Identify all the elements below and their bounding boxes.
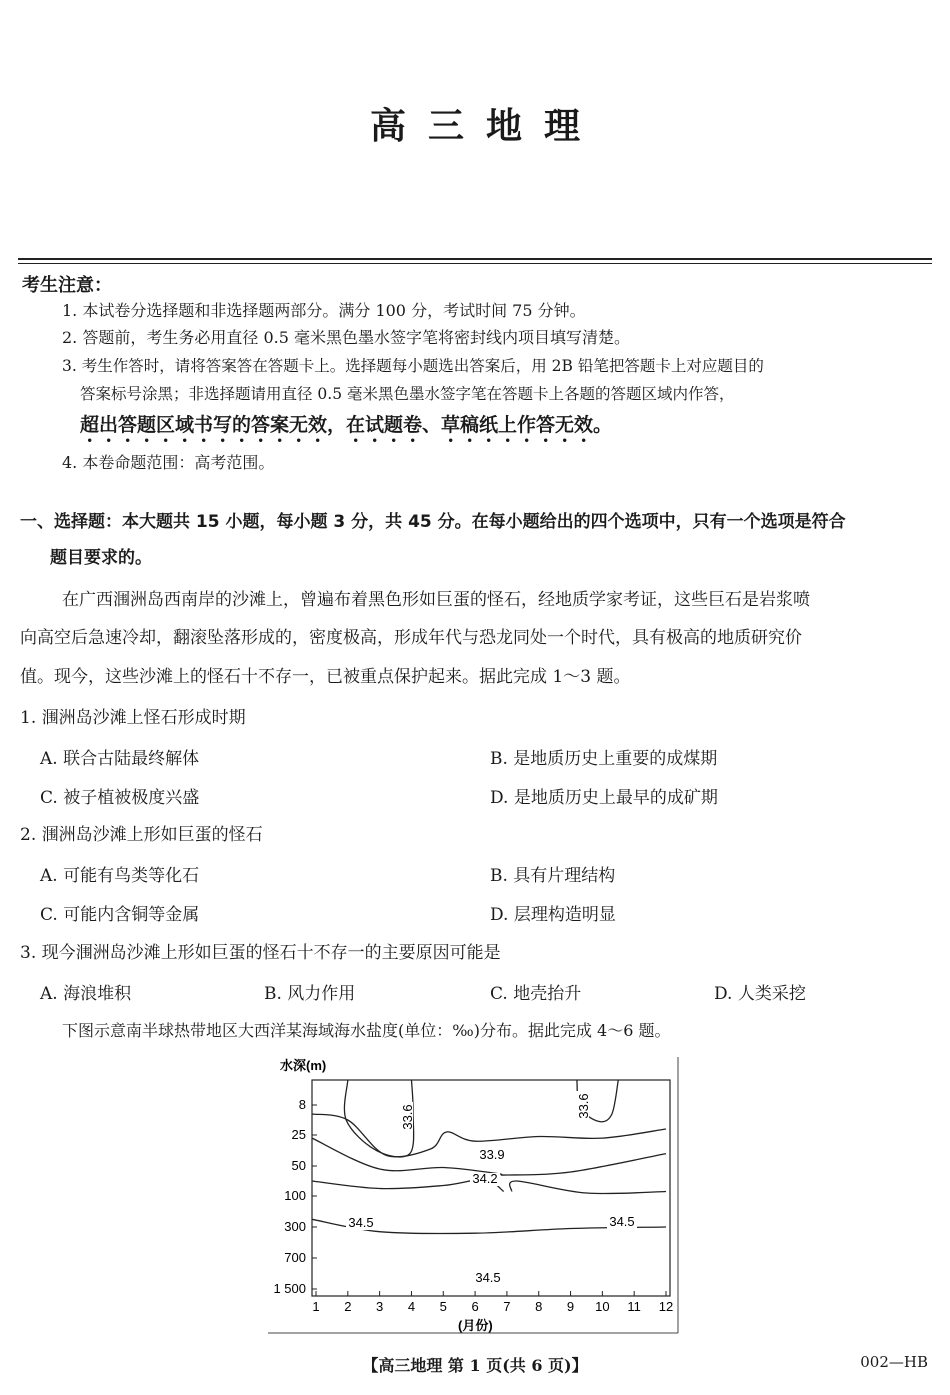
- question-1-option-a: A. 联合古陆最终解体: [40, 749, 200, 769]
- x-tick-label: 2: [344, 1299, 352, 1314]
- isoline-label: 34.5: [348, 1215, 374, 1230]
- header-rule-thin: [18, 263, 932, 264]
- passage-1-line-3: 值。现今，这些沙滩上的怪石十不存一，已被重点保护起来。据此完成 1～3 题。: [20, 667, 631, 687]
- question-3-option-b: B. 风力作用: [264, 984, 356, 1004]
- question-3-option-a: A. 海浪堆积: [40, 984, 132, 1004]
- section-heading: 一、选择题：本大题共 15 小题，每小题 3 分，共 45 分。在每小题给出的四个选项中，只有一个选项是符合: [20, 512, 846, 532]
- exam-code: 002—HB: [860, 1353, 928, 1371]
- question-3-option-c: C. 地壳抬升: [490, 984, 582, 1004]
- question-2-option-a: A. 可能有鸟类等化石: [40, 866, 200, 886]
- x-tick-label: 3: [376, 1299, 384, 1314]
- y-tick-label: 1 500: [273, 1281, 306, 1296]
- y-axis-title: 水深(m): [280, 1058, 327, 1073]
- question-2-option-d: D. 层理构造明显: [490, 905, 616, 925]
- section-heading-cont: 题目要求的。: [50, 548, 152, 568]
- y-tick-label: 50: [291, 1158, 306, 1173]
- x-tick-label: 5: [439, 1299, 447, 1314]
- x-axis-ticks: [312, 1291, 673, 1314]
- notice-item-1: 1. 本试卷分选择题和非选择题两部分。满分 100 分，考试时间 75 分钟。: [62, 301, 586, 320]
- notice-item-3-line-3-emphasis: 超出答题区域书写的答案无效，在试题卷、草稿纸上作答无效。: [80, 414, 613, 436]
- y-tick-label: 300: [284, 1219, 306, 1234]
- x-tick-label: 4: [407, 1299, 416, 1314]
- question-3-stem: 3. 现今涠洲岛沙滩上形如巨蛋的怪石十不存一的主要原因可能是: [20, 943, 501, 963]
- passage-1-line-2: 向高空后急速冷却，翻滚坠落形成的，密度极高，形成年代与恐龙同处一个时代，具有极高的地质研究价: [20, 628, 802, 648]
- question-1-option-d: D. 是地质历史上最早的成矿期: [490, 788, 718, 808]
- notice-item-4: 4. 本卷命题范围：高考范围。: [62, 453, 275, 472]
- question-1-option-b: B. 是地质历史上重要的成煤期: [490, 749, 718, 769]
- page-footer: 【高三地理 第 1 页(共 6 页)】: [362, 1356, 588, 1375]
- header-rule: [18, 258, 932, 260]
- isolines: [312, 1080, 666, 1285]
- page-title: 高三地理: [369, 105, 602, 147]
- question-1-stem: 1. 涠洲岛沙滩上怪石形成时期: [20, 708, 246, 728]
- passage-1-line-1: 在广西涠洲岛西南岸的沙滩上，曾遍布着黑色形如巨蛋的怪石，经地质学家考证，这些巨石是岩浆喷: [62, 590, 810, 610]
- notice-item-2: 2. 答题前，考生务必用直径 0.5 毫米黑色墨水签字笔将密封线内项目填写清楚。: [62, 328, 630, 347]
- isoline-label: 34.2: [472, 1171, 498, 1186]
- x-tick-label: 7: [503, 1299, 511, 1314]
- isoline-34-5: [510, 1181, 666, 1194]
- notice-item-3-line-2: 答案标号涂黑；非选择题请用直径 0.5 毫米黑色墨水签字笔在答题卡上各题的答题区域内作答，: [80, 385, 735, 403]
- x-axis-title: (月份): [458, 1318, 493, 1333]
- x-tick-label: 12: [658, 1299, 674, 1314]
- y-axis-ticks: [273, 1097, 317, 1296]
- x-tick-label: 8: [535, 1299, 543, 1314]
- isoline-label: 34.5: [475, 1270, 501, 1285]
- y-tick-label: 100: [284, 1188, 306, 1203]
- y-tick-label: 8: [298, 1097, 306, 1112]
- notice-heading: 考生注意：: [22, 275, 112, 296]
- x-tick-label: 1: [312, 1299, 320, 1314]
- x-tick-label: 11: [627, 1299, 641, 1314]
- isoline-label: 33.6: [400, 1104, 415, 1130]
- y-tick-label: 700: [284, 1250, 306, 1265]
- passage-2: 下图示意南半球热带地区大西洋某海域海水盐度(单位：‰)分布。据此完成 4～6 题。: [62, 1021, 671, 1040]
- question-2-stem: 2. 涠洲岛沙滩上形如巨蛋的怪石: [20, 825, 263, 845]
- y-tick-label: 25: [291, 1127, 306, 1142]
- question-1-option-c: C. 被子植被极度兴盛: [40, 788, 200, 808]
- notice-item-3-line-1: 3. 考生作答时，请将答案答在答题卡上。选择题每小题选出答案后，用 2B 铅笔把答题卡上对应题目的: [62, 357, 764, 375]
- salinity-contour-chart: [268, 1055, 682, 1335]
- isoline-label: 33.9: [479, 1147, 505, 1162]
- x-tick-label: 10: [595, 1299, 610, 1314]
- isoline-label: 34.5: [609, 1214, 635, 1229]
- question-3-option-d: D. 人类采挖: [714, 984, 806, 1004]
- x-tick-label: 9: [566, 1299, 575, 1314]
- question-2-option-b: B. 具有片理结构: [490, 866, 616, 886]
- isoline-label: 33.6: [576, 1093, 591, 1119]
- question-2-option-c: C. 可能内含铜等金属: [40, 905, 200, 925]
- x-tick-label: 6: [471, 1299, 479, 1314]
